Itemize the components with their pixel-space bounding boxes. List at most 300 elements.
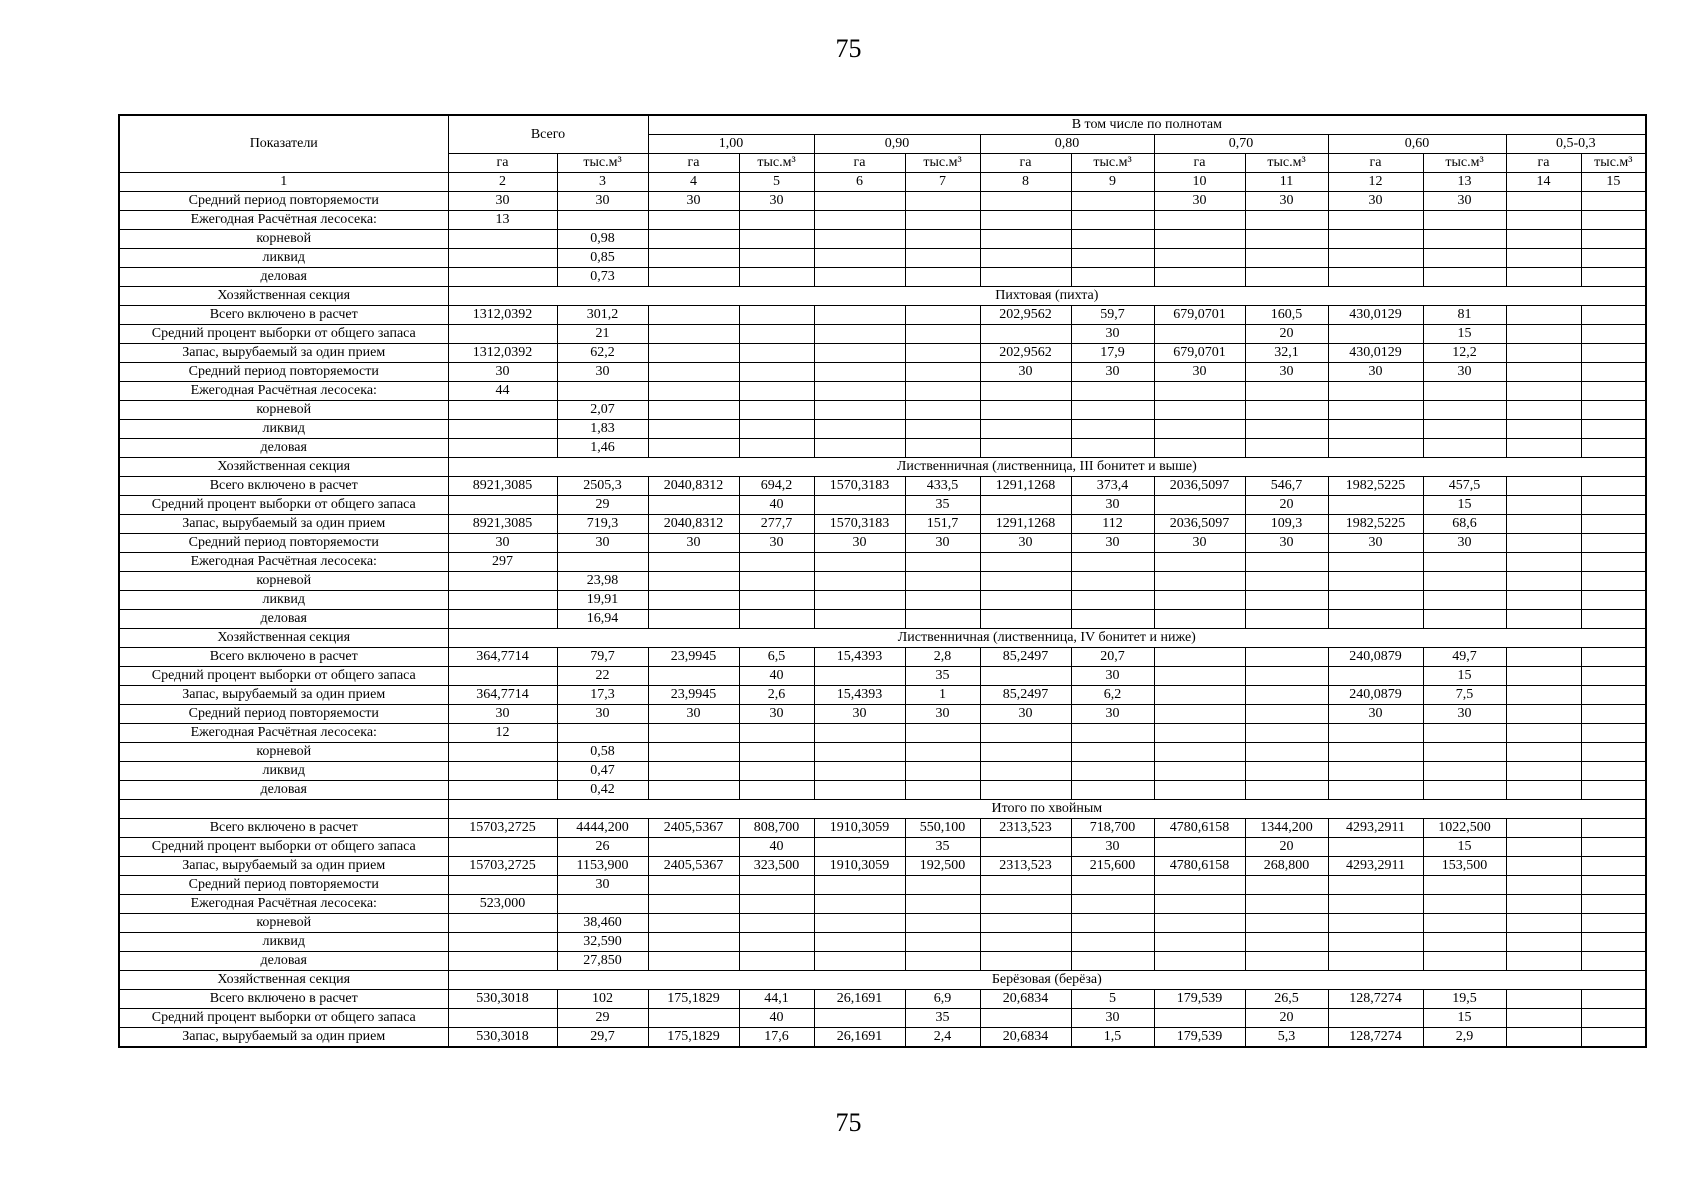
- table-cell: [1328, 249, 1423, 268]
- table-cell: 5: [1071, 990, 1154, 1009]
- table-cell: 62,2: [557, 344, 648, 363]
- table-cell: 0,58: [557, 743, 648, 762]
- section-row: [119, 458, 1646, 477]
- table-cell: [448, 325, 557, 344]
- table-cell: [448, 781, 557, 800]
- table-cell: [1328, 933, 1423, 952]
- table-cell: [814, 382, 905, 401]
- table-cell: [905, 306, 980, 325]
- table-cell: 30: [1071, 705, 1154, 724]
- table-cell: [1506, 477, 1581, 496]
- table-cell: [814, 667, 905, 686]
- table-cell: 128,7274: [1328, 1028, 1423, 1048]
- table-cell: [1423, 914, 1506, 933]
- table-cell: [1506, 667, 1581, 686]
- table-cell: [1423, 591, 1506, 610]
- table-cell: [1506, 762, 1581, 781]
- section-label: [119, 800, 448, 819]
- table-row: [119, 382, 1646, 401]
- table-cell: [1071, 895, 1154, 914]
- table-cell: [739, 363, 814, 382]
- table-row: [119, 515, 1646, 534]
- header-density: 0,80: [980, 135, 1154, 154]
- table-cell: [1245, 743, 1328, 762]
- table-cell: 550,100: [905, 819, 980, 838]
- table-cell: [1154, 268, 1245, 287]
- table-cell: [739, 249, 814, 268]
- table-cell: [814, 268, 905, 287]
- table-cell: [448, 439, 557, 458]
- table-cell: [980, 591, 1071, 610]
- table-cell: [448, 591, 557, 610]
- table-cell: [1328, 895, 1423, 914]
- table-cell: 30: [557, 705, 648, 724]
- table-cell: [980, 762, 1071, 781]
- table-cell: 29: [557, 1009, 648, 1028]
- table-cell: 30: [557, 192, 648, 211]
- table-cell: [980, 1009, 1071, 1028]
- section-title: Берёзовая (берёза): [448, 971, 1646, 990]
- table-cell: [648, 762, 739, 781]
- table-cell: [1423, 762, 1506, 781]
- table-row: [119, 876, 1646, 895]
- table-cell: [980, 192, 1071, 211]
- table-cell: [1423, 382, 1506, 401]
- table-cell: 20: [1245, 325, 1328, 344]
- table-cell: 215,600: [1071, 857, 1154, 876]
- table-cell: [1328, 230, 1423, 249]
- table-cell: 59,7: [1071, 306, 1154, 325]
- table-cell: [557, 724, 648, 743]
- table-row: [119, 781, 1646, 800]
- table-cell: [739, 306, 814, 325]
- table-cell: [1506, 230, 1581, 249]
- table-cell: [1245, 895, 1328, 914]
- table-cell: [905, 439, 980, 458]
- table-cell: 23,9945: [648, 686, 739, 705]
- table-cell: [1581, 306, 1646, 325]
- table-cell: 30: [448, 192, 557, 211]
- row-indicator: Средний период повторяемости: [119, 705, 448, 724]
- table-cell: [1154, 876, 1245, 895]
- table-cell: [905, 743, 980, 762]
- table-cell: [739, 952, 814, 971]
- table-cell: [814, 781, 905, 800]
- table-cell: [1506, 420, 1581, 439]
- table-cell: 29,7: [557, 1028, 648, 1048]
- table-cell: [739, 401, 814, 420]
- table-cell: [648, 420, 739, 439]
- table-cell: [905, 781, 980, 800]
- table-cell: [448, 667, 557, 686]
- table-cell: [1245, 553, 1328, 572]
- table-row: [119, 743, 1646, 762]
- table-cell: [1506, 344, 1581, 363]
- row-indicator: ликвид: [119, 762, 448, 781]
- table-cell: [448, 249, 557, 268]
- table-cell: [648, 344, 739, 363]
- table-cell: 44,1: [739, 990, 814, 1009]
- table-cell: 179,539: [1154, 990, 1245, 1009]
- table-cell: [1154, 952, 1245, 971]
- table-cell: [739, 781, 814, 800]
- table-cell: 364,7714: [448, 686, 557, 705]
- table-cell: 530,3018: [448, 990, 557, 1009]
- table-cell: [1328, 838, 1423, 857]
- table-cell: [814, 762, 905, 781]
- table-cell: [1506, 515, 1581, 534]
- table-row: [119, 420, 1646, 439]
- table-cell: 240,0879: [1328, 648, 1423, 667]
- table-cell: [980, 933, 1071, 952]
- table-cell: [1506, 553, 1581, 572]
- table-cell: [648, 249, 739, 268]
- header-row-1: [119, 115, 1646, 135]
- table-cell: [1071, 610, 1154, 629]
- table-cell: 2040,8312: [648, 477, 739, 496]
- table-cell: 523,000: [448, 895, 557, 914]
- table-cell: [648, 781, 739, 800]
- table-cell: [557, 211, 648, 230]
- table-cell: 0,98: [557, 230, 648, 249]
- table-cell: [1506, 705, 1581, 724]
- table-cell: [1154, 648, 1245, 667]
- table-cell: [1071, 724, 1154, 743]
- table-cell: [1581, 439, 1646, 458]
- table-cell: [814, 439, 905, 458]
- table-row: [119, 990, 1646, 1009]
- table-row: [119, 268, 1646, 287]
- table-row: [119, 952, 1646, 971]
- table-cell: [1071, 781, 1154, 800]
- table-cell: [905, 724, 980, 743]
- table-cell: 21: [557, 325, 648, 344]
- table-cell: 16,94: [557, 610, 648, 629]
- table-row: [119, 249, 1646, 268]
- header-unit-ha: га: [448, 154, 557, 173]
- table-cell: [814, 591, 905, 610]
- header-total: Всего: [448, 115, 648, 154]
- header-density: 0,90: [814, 135, 980, 154]
- table-cell: 26,1691: [814, 1028, 905, 1048]
- table-cell: [1581, 610, 1646, 629]
- table-cell: 1570,3183: [814, 515, 905, 534]
- table-cell: 323,500: [739, 857, 814, 876]
- table-cell: 23,98: [557, 572, 648, 591]
- table-cell: [905, 610, 980, 629]
- table-cell: [1581, 1028, 1646, 1048]
- table-cell: [1581, 857, 1646, 876]
- table-cell: [1071, 743, 1154, 762]
- table-cell: 30: [739, 192, 814, 211]
- table-cell: [1154, 686, 1245, 705]
- column-number: 3: [557, 173, 648, 192]
- table-cell: [814, 610, 905, 629]
- table-cell: [648, 230, 739, 249]
- table-cell: [739, 344, 814, 363]
- table-cell: [1581, 914, 1646, 933]
- table-cell: [1506, 439, 1581, 458]
- table-cell: 19,91: [557, 591, 648, 610]
- table-cell: [1581, 876, 1646, 895]
- row-indicator: корневой: [119, 572, 448, 591]
- table-cell: 2036,5097: [1154, 477, 1245, 496]
- column-number: 2: [448, 173, 557, 192]
- table-row: [119, 553, 1646, 572]
- table-cell: [1506, 306, 1581, 325]
- table-cell: 40: [739, 838, 814, 857]
- row-indicator: Средний период повторяемости: [119, 534, 448, 553]
- table-cell: 1312,0392: [448, 344, 557, 363]
- table-cell: 202,9562: [980, 306, 1071, 325]
- table-cell: 30: [739, 534, 814, 553]
- table-body: [119, 173, 1646, 1048]
- table-cell: 85,2497: [980, 686, 1071, 705]
- row-indicator: Средний период повторяемости: [119, 363, 448, 382]
- section-title: Пихтовая (пихта): [448, 287, 1646, 306]
- table-row: [119, 705, 1646, 724]
- table-cell: [1506, 211, 1581, 230]
- header-unit-vol: тыс.м³: [1423, 154, 1506, 173]
- table-row: [119, 496, 1646, 515]
- table-cell: 1,5: [1071, 1028, 1154, 1048]
- table-cell: [648, 743, 739, 762]
- table-row: [119, 230, 1646, 249]
- table-cell: [905, 591, 980, 610]
- table-cell: [1245, 876, 1328, 895]
- table-cell: [1328, 496, 1423, 515]
- table-cell: [1245, 268, 1328, 287]
- table-cell: [1328, 1009, 1423, 1028]
- table-cell: 457,5: [1423, 477, 1506, 496]
- table-cell: [1154, 572, 1245, 591]
- row-indicator: Средний период повторяемости: [119, 876, 448, 895]
- section-label: Хозяйственная секция: [119, 458, 448, 477]
- table-cell: 430,0129: [1328, 344, 1423, 363]
- table-cell: [980, 325, 1071, 344]
- row-indicator: Всего включено в расчет: [119, 819, 448, 838]
- header-unit-ha: га: [1506, 154, 1581, 173]
- table-cell: [1154, 895, 1245, 914]
- table-cell: [905, 401, 980, 420]
- table-cell: [814, 420, 905, 439]
- table-cell: 15703,2725: [448, 857, 557, 876]
- table-cell: 30: [1071, 363, 1154, 382]
- row-indicator: Запас, вырубаемый за один прием: [119, 344, 448, 363]
- table-cell: 30: [1328, 534, 1423, 553]
- table-cell: [1581, 230, 1646, 249]
- table-cell: [1506, 1028, 1581, 1048]
- table-cell: [648, 724, 739, 743]
- table-cell: [1071, 268, 1154, 287]
- table-cell: 1291,1268: [980, 515, 1071, 534]
- section-title: Лиственничная (лиственница, IV бонитет и ниже): [448, 629, 1646, 648]
- table-cell: [1071, 952, 1154, 971]
- table-cell: [1154, 211, 1245, 230]
- table-cell: [448, 838, 557, 857]
- table-cell: [1581, 743, 1646, 762]
- table-cell: [739, 933, 814, 952]
- table-cell: [905, 553, 980, 572]
- page-number-top: 75: [835, 34, 862, 63]
- table-cell: 30: [1071, 496, 1154, 515]
- table-cell: [1423, 420, 1506, 439]
- table-cell: 27,850: [557, 952, 648, 971]
- row-indicator: корневой: [119, 743, 448, 762]
- table-cell: [1581, 667, 1646, 686]
- table-cell: [905, 230, 980, 249]
- table-cell: [1154, 420, 1245, 439]
- table-cell: [1328, 952, 1423, 971]
- table-cell: 112: [1071, 515, 1154, 534]
- table-cell: 6,2: [1071, 686, 1154, 705]
- table-cell: 30: [980, 534, 1071, 553]
- table-cell: 17,6: [739, 1028, 814, 1048]
- table-cell: [1581, 382, 1646, 401]
- table-cell: [1154, 553, 1245, 572]
- row-indicator: Всего включено в расчет: [119, 306, 448, 325]
- table-cell: 373,4: [1071, 477, 1154, 496]
- table-cell: [814, 895, 905, 914]
- table-cell: [980, 895, 1071, 914]
- page-number-bottom: 75: [835, 1108, 862, 1137]
- table-cell: [1423, 401, 1506, 420]
- row-indicator: Средний процент выборки от общего запаса: [119, 667, 448, 686]
- table-cell: [1506, 591, 1581, 610]
- table-cell: [814, 496, 905, 515]
- table-cell: 192,500: [905, 857, 980, 876]
- table-cell: [648, 667, 739, 686]
- table-cell: [1071, 762, 1154, 781]
- table-cell: 49,7: [1423, 648, 1506, 667]
- table-cell: 175,1829: [648, 1028, 739, 1048]
- table-cell: 15: [1423, 325, 1506, 344]
- table-cell: [648, 914, 739, 933]
- table-cell: [1581, 401, 1646, 420]
- table-row: [119, 401, 1646, 420]
- table-cell: [448, 743, 557, 762]
- header-density: 1,00: [648, 135, 814, 154]
- table-cell: [557, 553, 648, 572]
- table-cell: [557, 895, 648, 914]
- table-cell: 4293,2911: [1328, 819, 1423, 838]
- row-indicator: деловая: [119, 610, 448, 629]
- table-cell: 12: [448, 724, 557, 743]
- table-cell: [648, 496, 739, 515]
- table-cell: [980, 876, 1071, 895]
- table-cell: 30: [648, 534, 739, 553]
- table-cell: 1312,0392: [448, 306, 557, 325]
- section-row: [119, 800, 1646, 819]
- header-unit-vol: тыс.м³: [1245, 154, 1328, 173]
- table-cell: [739, 553, 814, 572]
- table-cell: [1506, 819, 1581, 838]
- table-row: [119, 838, 1646, 857]
- table-cell: [1154, 591, 1245, 610]
- table-cell: 30: [648, 705, 739, 724]
- table-row: [119, 1028, 1646, 1048]
- table-cell: [1328, 325, 1423, 344]
- table-cell: [1581, 249, 1646, 268]
- table-cell: [739, 743, 814, 762]
- table-cell: 20,6834: [980, 990, 1071, 1009]
- row-indicator: Ежегодная Расчётная лесосека:: [119, 211, 448, 230]
- table-cell: [1506, 686, 1581, 705]
- table-cell: 2,4: [905, 1028, 980, 1048]
- row-indicator: Средний период повторяемости: [119, 192, 448, 211]
- table-cell: [739, 610, 814, 629]
- table-cell: [448, 496, 557, 515]
- table-cell: [1423, 876, 1506, 895]
- table-cell: [1071, 382, 1154, 401]
- table-cell: 2,9: [1423, 1028, 1506, 1048]
- table-cell: [980, 382, 1071, 401]
- table-cell: 79,7: [557, 648, 648, 667]
- header-unit-vol: тыс.м³: [1071, 154, 1154, 173]
- table-cell: [648, 325, 739, 344]
- table-cell: [1245, 211, 1328, 230]
- header-density: 0,5-0,3: [1506, 135, 1646, 154]
- table-cell: 2405,5367: [648, 819, 739, 838]
- table-row: [119, 1009, 1646, 1028]
- row-indicator: Всего включено в расчет: [119, 648, 448, 667]
- table-cell: [1328, 439, 1423, 458]
- table-cell: [1581, 325, 1646, 344]
- table-cell: [980, 743, 1071, 762]
- table-cell: [648, 553, 739, 572]
- table-cell: 1022,500: [1423, 819, 1506, 838]
- table-cell: [1581, 895, 1646, 914]
- row-indicator: Запас, вырубаемый за один прием: [119, 686, 448, 705]
- table-cell: [980, 249, 1071, 268]
- table-cell: 20,6834: [980, 1028, 1071, 1048]
- table-cell: [448, 762, 557, 781]
- table-cell: [980, 439, 1071, 458]
- table-row: [119, 572, 1646, 591]
- table-cell: [448, 268, 557, 287]
- table-cell: [648, 838, 739, 857]
- row-indicator: Средний процент выборки от общего запаса: [119, 325, 448, 344]
- table-cell: 240,0879: [1328, 686, 1423, 705]
- table-cell: [1581, 724, 1646, 743]
- table-cell: 175,1829: [648, 990, 739, 1009]
- table-cell: [980, 914, 1071, 933]
- table-cell: [1423, 572, 1506, 591]
- section-title: Итого по хвойным: [448, 800, 1646, 819]
- table-cell: [1328, 781, 1423, 800]
- table-cell: 546,7: [1245, 477, 1328, 496]
- table-row: [119, 895, 1646, 914]
- header-unit-ha: га: [1328, 154, 1423, 173]
- row-indicator: Средний процент выборки от общего запаса: [119, 838, 448, 857]
- table-cell: [648, 895, 739, 914]
- table-cell: 30: [448, 705, 557, 724]
- table-cell: 301,2: [557, 306, 648, 325]
- table-cell: 2036,5097: [1154, 515, 1245, 534]
- table-cell: [905, 211, 980, 230]
- table-row: [119, 306, 1646, 325]
- table-row: [119, 724, 1646, 743]
- table-cell: [814, 211, 905, 230]
- table-cell: 2405,5367: [648, 857, 739, 876]
- table-cell: [448, 610, 557, 629]
- table-cell: [1581, 534, 1646, 553]
- table-cell: [739, 420, 814, 439]
- table-cell: [1581, 819, 1646, 838]
- table-cell: [1581, 496, 1646, 515]
- row-indicator: ликвид: [119, 933, 448, 952]
- table-cell: [1154, 249, 1245, 268]
